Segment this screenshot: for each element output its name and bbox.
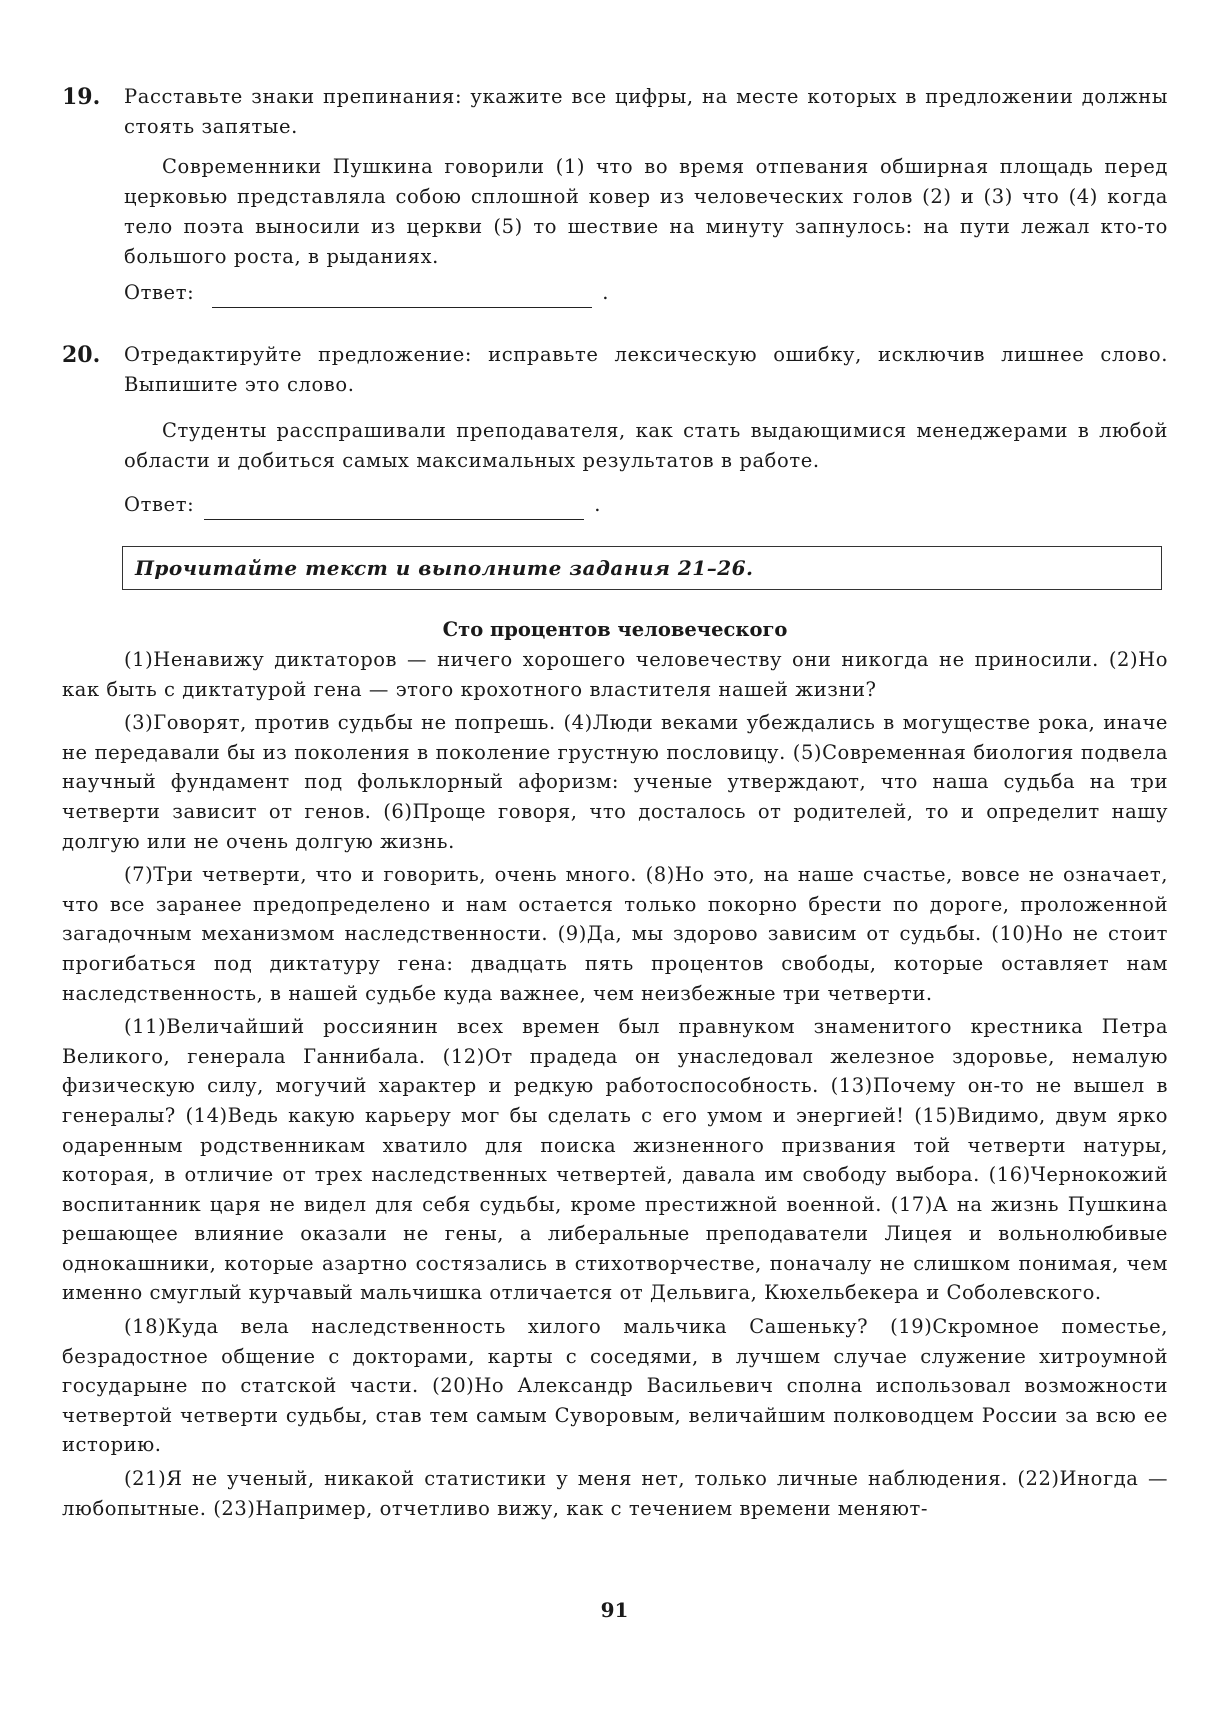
page-number: 91	[600, 1598, 629, 1622]
paragraph: (7)Три четверти, что и говорить, очень много. (8)Но это, на наше счастье, вовсе не означает, что все заранее предопределено и нам остается только покорно брести по дороге, проложенной загадочным механизмом наследственности. (9)Да, мы здорово зависим от судьбы. (10)Но не стоит прогибаться под диктатуру гена: двадцать пять процентов свободы, которые оставляет нам наследственность, в нашей судьбе куда важнее, чем неизбежные три четверти.	[62, 863, 1168, 1005]
task-19	[62, 82, 1168, 308]
answer-field[interactable]	[212, 285, 592, 308]
answer-end: .	[602, 281, 610, 304]
answer-field[interactable]	[204, 497, 584, 520]
answer-end: .	[594, 493, 602, 516]
task-number: 20.	[62, 342, 101, 368]
task-20	[62, 340, 1168, 520]
reading-title: Сто процентов человеческого	[442, 618, 788, 641]
paragraph: (21)Я не ученый, никакой статистики у меня нет, только личные наблюдения. (22)Иногда — любопытные. (23)Например, отчетливо вижу, как с течением времени меняют-	[62, 1467, 1168, 1520]
reading-text	[62, 645, 1168, 1527]
task-instruction: Отредактируйте предложение: исправьте лексическую ошибку, исключив лишнее слово. Выпишите это слово.	[124, 343, 1168, 396]
paragraph: (1)Ненавижу диктаторов — ничего хорошего человечеству они никогда не приносили. (2)Но как быть с диктатурой гена — этого крохотного властителя нашей жизни?	[62, 648, 1168, 701]
task-instruction: Расставьте знаки препинания: укажите все цифры, на месте которых в предложении должны стоять запятые.	[124, 85, 1168, 138]
answer-label: Ответ:	[124, 493, 195, 516]
answer-line	[124, 278, 1168, 308]
task-number: 19.	[62, 84, 101, 110]
answer-line	[124, 490, 1168, 520]
paragraph: (18)Куда вела наследственность хилого мальчика Сашеньку? (19)Скромное поместье, безрадостное общение с докторами, карты с соседями, в лучшем случае служение хитроумной государыне по статской части. (20)Но Александр Васильевич сполна использовал возможности четвертой четверти судьбы, став тем самым Суворовым, величайшим полководцем России за всю ее историю.	[62, 1315, 1168, 1457]
reading-instruction-box: Прочитайте текст и выполните задания 21–26.	[122, 546, 1162, 590]
answer-label: Ответ:	[124, 281, 195, 304]
task-text: Студенты расспрашивали преподавателя, как стать выдающимися менеджерами в любой области и добиться самых максимальных результатов в работе.	[124, 419, 1168, 472]
task-text: Современники Пушкина говорили (1) что во время отпевания обширная площадь перед церковью представляла собою сплошной ковер из человеческих голов (2) и (3) что (4) когда тело поэта выносили из церкви (5) то шествие на минуту запнулось: на пути лежал кто-то большого роста, в рыданиях.	[124, 155, 1168, 268]
paragraph: (11)Величайший россиянин всех времен был правнуком знаменитого крестника Петра Великого, генерала Ганнибала. (12)От прадеда он унаследовал железное здоровье, немалую физическую силу, могучий характер и редкую работоспособность. (13)Почему он-то не вышел в генералы? (14)Ведь какую карьеру мог бы сделать с его умом и энергией! (15)Видимо, двум ярко одаренным родственникам хватило для поиска жизненного призвания той четверти натуры, которая, в отличие от трех наследственных четвертей, давала им свободу выбора. (16)Чернокожий воспитанник царя не видел для себя судьбы, кроме престижной военной. (17)А на жизнь Пушкина решающее влияние оказали не гены, а либеральные преподаватели Лицея и вольнолюбивые однокашники, которые азартно состязались в стихотворчестве, поначалу не слишком понимая, чем именно смуглый курчавый мальчишка отличается от Дельвига, Кюхельбекера и Соболевского.	[62, 1015, 1168, 1305]
paragraph: (3)Говорят, против судьбы не попрешь. (4)Люди веками убеждались в могуществе рока, иначе не передавали бы из поколения в поколение грустную пословицу. (5)Современная биология подвела научный фундамент под фольклорный афоризм: ученые утверждают, что наша судьба на три четверти зависит от генов. (6)Проще говоря, что досталось от родителей, то и определит нашу долгую или не очень долгую жизнь.	[62, 711, 1168, 853]
